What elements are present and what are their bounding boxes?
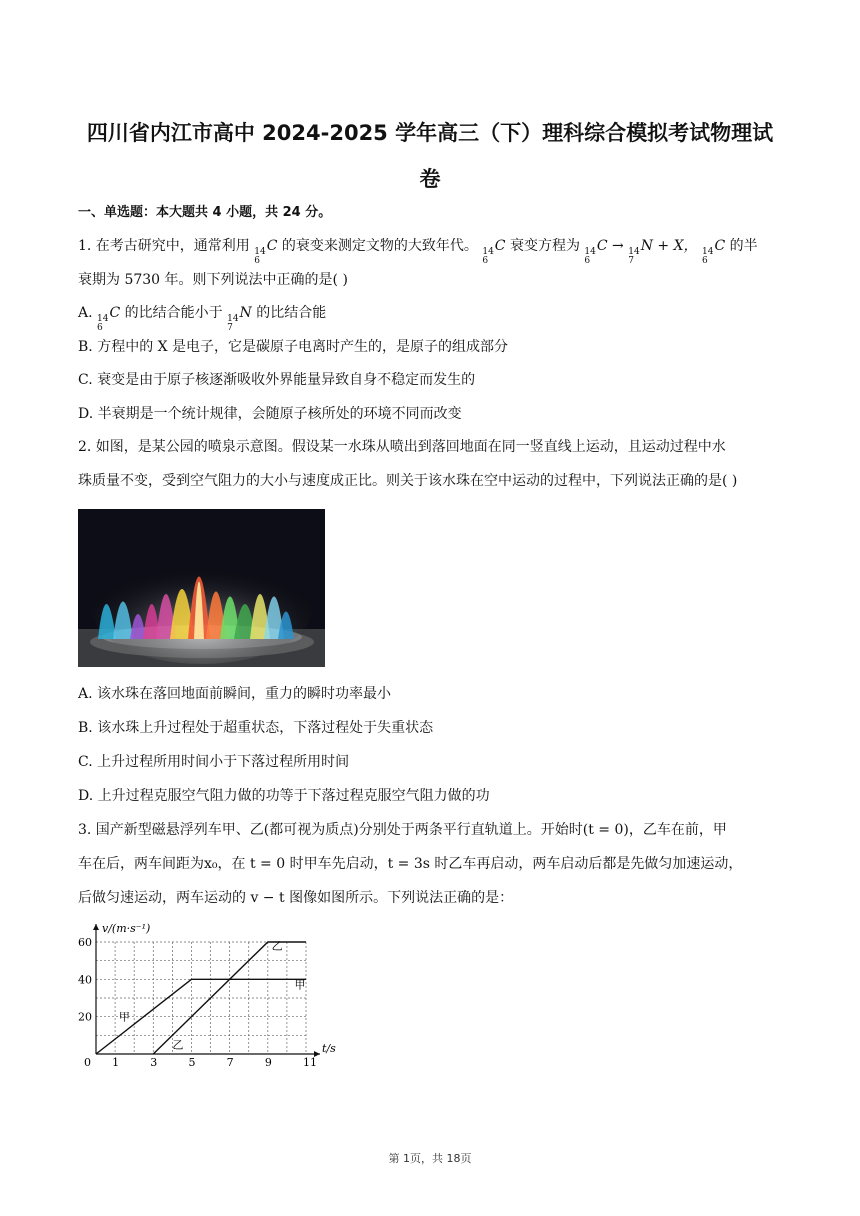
title-line-2: 卷 [419, 167, 441, 191]
x-axis-label: t/s [322, 1042, 336, 1055]
q2-option-c: C. 上升过程所用时间小于下落过程所用时间 [78, 754, 350, 770]
x-tick-label: 1 [112, 1056, 120, 1068]
nitrogen-14-symbol: 14 7 N [227, 305, 252, 333]
x-tick-label: 5 [188, 1056, 196, 1068]
series-label: 甲 [118, 1010, 130, 1024]
velocity-time-chart [78, 918, 340, 1068]
q1-option-a: A. 14 6 C 的比结合能小于 14 7 N 的比结合能 [78, 305, 327, 333]
q1-line-1 [78, 236, 782, 266]
x-tick-label: 0 [84, 1056, 91, 1068]
carbon-14-symbol: 14 6 C [584, 238, 608, 266]
series-label: 甲 [294, 978, 306, 992]
q1-line-2: 衰期为 5730 年。则下列说法中正确的是( ) [78, 272, 348, 288]
title-line-1: 四川省内江市高中 2024-2025 学年高三（下）理科综合模拟考试物理试 [86, 121, 774, 145]
q1-text: 的半 [729, 238, 758, 254]
q3-line-2: 车在后，两车间距为x₀，在 t = 0 时甲车先启动，t = 3s 时乙车再启动，两车启动后都是先做匀加速运动， [78, 856, 743, 872]
section-heading: 一、单选题：本大题共 4 小题，共 24 分。 [78, 205, 332, 220]
y-tick-label: 20 [78, 1010, 92, 1024]
y-tick-label: 40 [78, 973, 92, 987]
q2-option-b: B. 该水珠上升过程处于超重状态，下落过程处于失重状态 [78, 720, 434, 736]
q1-option-d: D. 半衰期是一个统计规律，会随原子核所处的环境不同而改变 [78, 406, 462, 422]
q1-option-c: C. 衰变是由于原子核逐渐吸收外界能量异致自身不稳定而发生的 [78, 372, 476, 388]
arrow: → [612, 238, 624, 254]
x-tick-label: 3 [150, 1056, 158, 1068]
q3-line-1: 3. 国产新型磁悬浮列车甲、乙(都可视为质点)分别处于两条平行直轨道上。开始时(t = 0)，乙车在前，甲 [78, 822, 727, 838]
page-title [60, 110, 800, 202]
carbon-14-symbol: 14 6 C [97, 305, 121, 333]
series-label: 乙 [172, 1038, 184, 1052]
carbon-14-symbol: 14 6 C [702, 238, 726, 266]
carbon-14-symbol: 14 6 C [482, 238, 506, 266]
q1-text: 的衰变来测定文物的大致年代。 [281, 238, 478, 254]
q1-text: 1. 在考古研究中，通常利用 [78, 238, 250, 254]
carbon-14-symbol: 14 6 C [254, 238, 278, 266]
x-tick-label: 7 [226, 1056, 234, 1068]
q1-text: + X， [657, 238, 698, 254]
q3-line-3: 后做匀速运动，两车运动的 v − t 图像如图所示。下列说法正确的是： [78, 890, 514, 906]
y-tick-label: 60 [78, 936, 92, 949]
q2-option-a: A. 该水珠在落回地面前瞬间，重力的瞬时功率最小 [78, 686, 392, 702]
nitrogen-14-symbol: 14 7 N [628, 238, 653, 266]
fountain-photo [78, 509, 325, 667]
x-tick-label: 11 [303, 1056, 317, 1068]
q2-option-d: D. 上升过程克服空气阻力做的功等于下落过程克服空气阻力做的功 [78, 788, 490, 804]
page-footer: 第 1页，共 18页 [388, 1152, 472, 1165]
y-axis-label: v/(m·s⁻¹) [102, 922, 151, 935]
y-axis-arrow [93, 924, 99, 930]
q1-option-b: B. 方程中的 X 是电子，它是碳原子电离时产生的，是原子的组成部分 [78, 339, 509, 355]
q2-line-2: 珠质量不变，受到空气阻力的大小与速度成正比。则关于该水珠在空中运动的过程中，下列说法正确的是( ) [78, 473, 738, 489]
series-label: 乙 [271, 939, 283, 953]
q2-line-1: 2. 如图，是某公园的喷泉示意图。假设某一水珠从喷出到落回地面在同一竖直线上运动，且运动过程中水 [78, 439, 726, 455]
q1-text: 衰变方程为 [509, 238, 580, 254]
x-tick-label: 9 [264, 1056, 272, 1068]
